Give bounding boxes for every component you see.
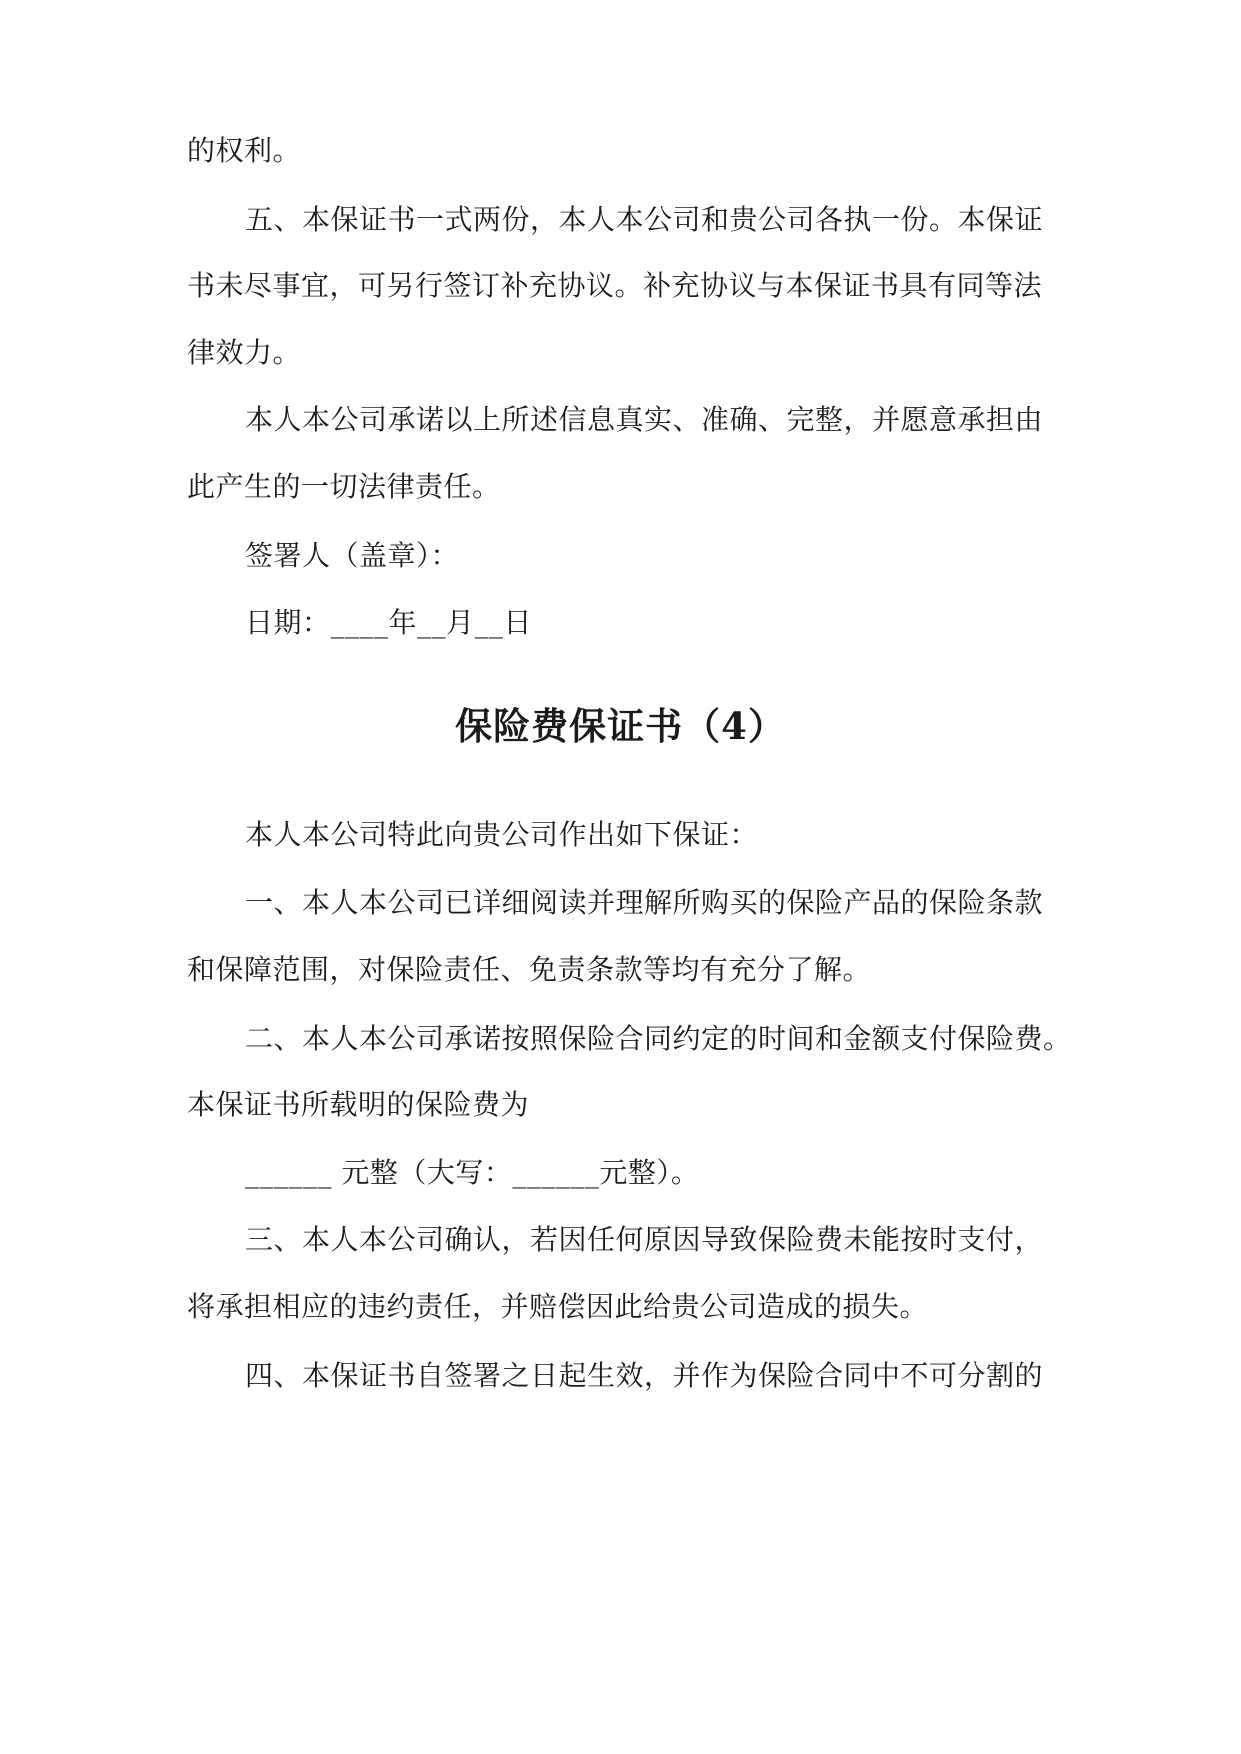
intro-line: 本人本公司特此向贵公司作出如下保证： [245, 818, 759, 851]
clause-5-line-2: 书未尽事宜，可另行签订补充协议。补充协议与本保证书具有同等法 [187, 269, 1043, 302]
clause-3-line-2: 将承担相应的违约责任，并赔偿因此给贵公司造成的损失。 [187, 1290, 929, 1323]
clause-2-line-2: 本保证书所载明的保险费为 [187, 1088, 530, 1121]
promise-line-1: 本人本公司承诺以上所述信息真实、准确、完整，并愿意承担由 [245, 403, 1044, 436]
promise-line-2: 此产生的一切法律责任。 [187, 470, 501, 503]
clause-5-line-1: 五、本保证书一式两份，本人本公司和贵公司各执一份。本保证 [245, 203, 1044, 236]
date-line: 日期：____年__月__日 [245, 606, 533, 639]
clause-5-line-3: 律效力。 [187, 336, 302, 369]
signer-line: 签署人（盖章）： [245, 539, 460, 572]
document-title: 保险费保证书（4） [455, 704, 786, 748]
clause-1-line-2: 和保障范围，对保险责任、免责条款等均有充分了解。 [187, 953, 872, 986]
clause-1-line-1: 一、本人本公司已详细阅读并理解所购买的保险产品的保险条款 [245, 886, 1044, 919]
paragraph-tail: 的权利。 [187, 134, 302, 167]
clause-2-line-1: 二、本人本公司承诺按照保险合同约定的时间和金额支付保险费。 [245, 1022, 1072, 1055]
clause-2-line-3: ______ 元整（大写：______元整）。 [245, 1156, 700, 1189]
clause-4-line-1: 四、本保证书自签署之日起生效，并作为保险合同中不可分割的 [245, 1359, 1044, 1392]
clause-3-line-1: 三、本人本公司确认，若因任何原因导致保险费未能按时支付， [245, 1223, 1044, 1256]
